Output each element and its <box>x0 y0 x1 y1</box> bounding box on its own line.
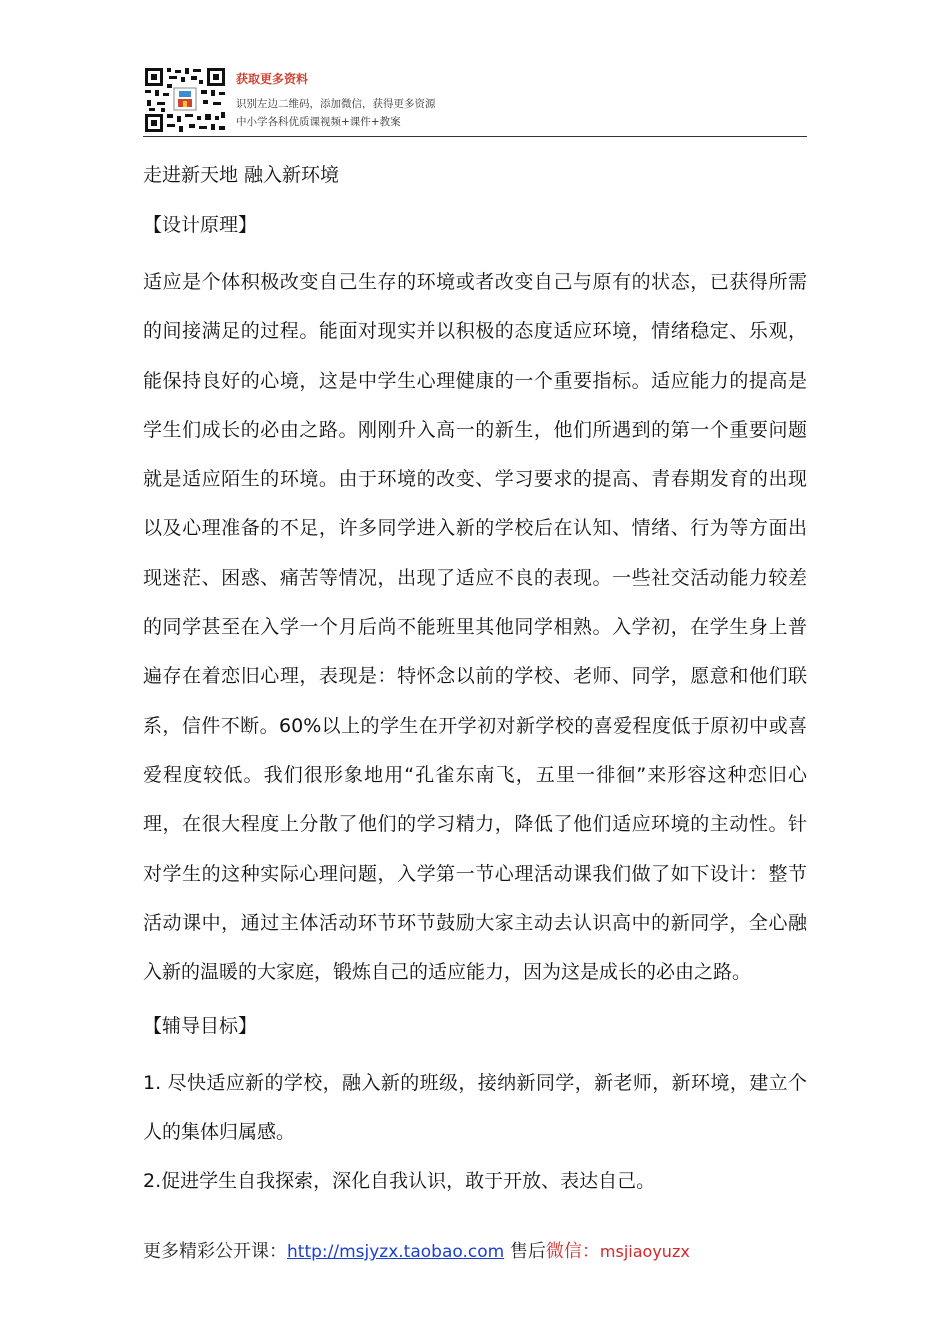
goals-heading: 【辅导目标】 <box>143 1015 258 1038</box>
footer <box>143 1239 690 1265</box>
promo-resources: 中小学各科优质课视频+课件+教案 <box>236 116 401 128</box>
principle-paragraph: 适应是个体积极改变自己生存的环境或者改变自己与原有的状态，已获得所需的间接满足的过程。能面对现实并以积极的态度适应环境，情绪稳定、乐观，能保持良好的心境，这是中学生心理健康的一个重要指标。适应能力的提高是学生们成长的必由之路。刚刚升入高一的新生，他们所遇到的第一个重要问题就是适应陌生的环境。由于环境的改变、学习要求的提高、青春期发育的出现以及心理准备的不足，许多同学进入新的学校后在认知、情绪、行为等方面出现迷茫、困惑、痛苦等情况，出现了适应不良的表现。一些社交活动能力较差的同学甚至在入学一个月后尚不能班里其他同学相熟。入学初，在学生身上普遍存在着恋旧心理，表现是：特怀念以前的学校、老师、同学，愿意和他们联系，信件不断。60%以上的学生在开学初对新学校的喜爱程度低于原初中或喜爱程度较低。我们很形象地用“孔雀东南飞，五里一徘徊”来形容这种恋旧心理，在很大程度上分散了他们的学习精力，降低了他们适应环境的主动性。针对学生的这种实际心理问题，入学第一节心理活动课我们做了如下设计：整节活动课中，通过主体活动环节环节鼓励大家主动去认识高中的新同学，全心融入新的温暖的大家庭，锻炼自己的适应能力，因为这是成长的必由之路。 <box>143 271 807 984</box>
goal-item: 2.促进学生自我探索，深化自我认识，敢于开放、表达自己。 <box>143 1170 656 1193</box>
document-title: 走进新天地 融入新环境 <box>143 164 340 186</box>
header-divider <box>143 136 807 137</box>
principle-heading: 【设计原理】 <box>143 214 258 236</box>
qr-code-icon[interactable] <box>143 66 227 134</box>
wechat-id: msjiaoyuzx <box>599 1242 690 1261</box>
footer-after-sales: 售后 <box>504 1241 546 1262</box>
promo-subtitle: 识别左边二维码，添加微信，获得更多资源 <box>236 98 436 110</box>
promo-title: 获取更多资料 <box>236 72 309 86</box>
wechat-label: 微信： <box>545 1241 600 1262</box>
goal-item: 1. 尽快适应新的学校，融入新的班级，接纳新同学，新老师，新环境，建立个人的集体归属感。 <box>143 1072 807 1144</box>
footer-prefix: 更多精彩公开课： <box>143 1241 287 1262</box>
shop-link[interactable]: http://msjyzx.taobao.com <box>287 1242 505 1262</box>
promo-header <box>143 66 807 136</box>
document-body <box>143 158 807 1206</box>
